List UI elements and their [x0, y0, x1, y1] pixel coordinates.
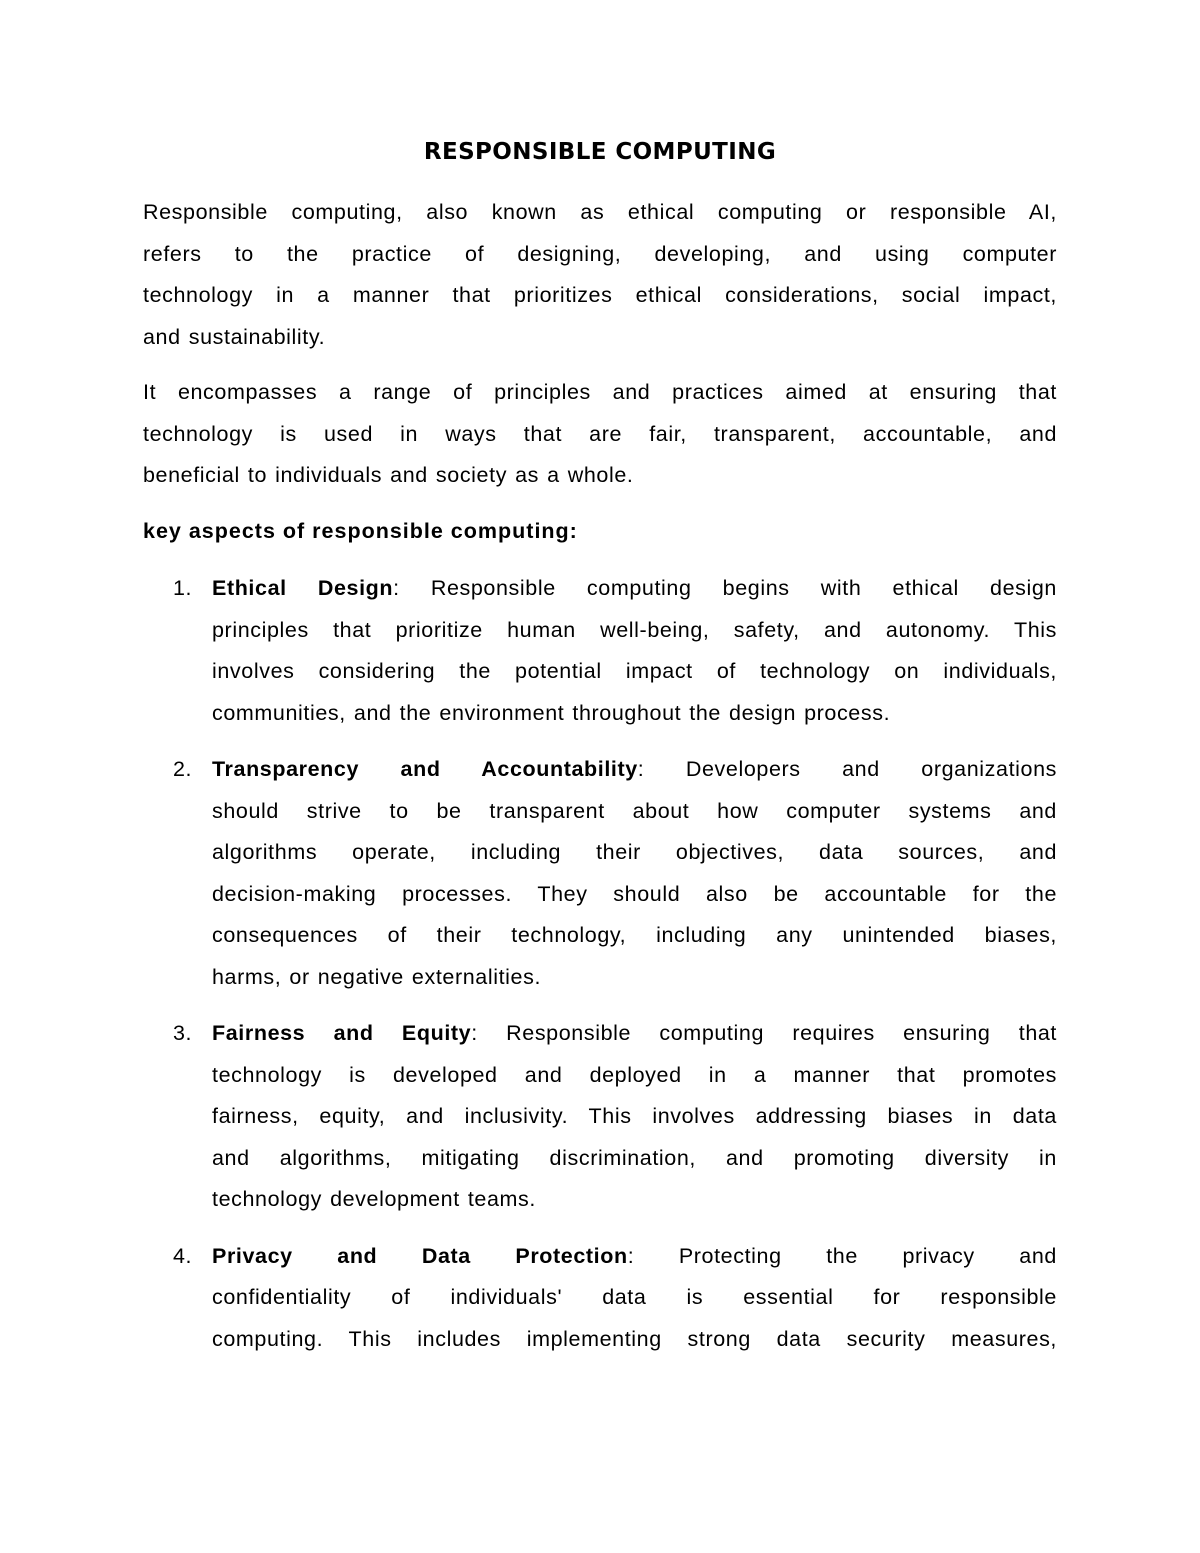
- text-line: It encompasses a range of principles and practices aimed at ensuring that: [143, 380, 1057, 404]
- list-item-text: : Protecting the privacy and: [627, 1243, 1057, 1268]
- text-line: refers to the practice of designing, developing, and using computer: [143, 241, 1057, 266]
- list-item-label: Transparency and Accountability: [212, 757, 638, 781]
- document-body: [143, 192, 1057, 1375]
- text-line: [212, 568, 1057, 610]
- page-title: RESPONSIBLE COMPUTING: [423, 139, 777, 165]
- list-item-label: Privacy and Data Protection: [212, 1243, 628, 1268]
- list-item-label: Fairness and Equity: [212, 1021, 472, 1045]
- text-line: involves considering the potential impact of technology on individuals,: [212, 659, 1057, 683]
- list-item: [143, 1236, 1057, 1361]
- text-line: confidentiality of individuals' data is essential for responsible: [212, 1285, 1057, 1309]
- list-item: [143, 749, 1057, 998]
- text-line: technology development teams.: [212, 1187, 536, 1211]
- text-line: algorithms operate, including their objectives, data sources, and: [212, 840, 1057, 864]
- text-line: technology is used in ways that are fair, transparent, accountable, and: [143, 421, 1057, 446]
- list-item-body: [212, 568, 1057, 734]
- list-item-text: : Responsible computing requires ensuring that: [471, 1021, 1058, 1045]
- text-line: beneficial to individuals and society as a whole.: [143, 463, 634, 487]
- text-line: principles that prioritize human well-being, safety, and autonomy. This: [212, 617, 1057, 642]
- text-line: Responsible computing, also known as ethical computing or responsible AI,: [143, 200, 1057, 224]
- text-line: fairness, equity, and inclusivity. This involves addressing biases in data: [212, 1104, 1057, 1128]
- paragraph: [143, 372, 1057, 497]
- text-line: decision-making processes. They should also be accountable for the: [212, 881, 1057, 906]
- list-item-label: Ethical Design: [212, 576, 394, 600]
- text-line: [212, 1013, 1057, 1055]
- list-item-number: 4.: [173, 1243, 193, 1268]
- section-heading: key aspects of responsible computing:: [143, 518, 578, 543]
- text-line: [212, 1236, 1057, 1278]
- text-line: technology is developed and deployed in a manner that promotes: [212, 1062, 1057, 1087]
- list-item-number: 1.: [173, 576, 193, 600]
- list-item-text: : Developers and organizations: [637, 757, 1057, 781]
- list-item: [143, 1013, 1057, 1221]
- text-line: consequences of their technology, including any unintended biases,: [212, 923, 1057, 947]
- numbered-list: [143, 568, 1057, 1360]
- intro-paragraphs: [143, 192, 1057, 497]
- list-item-number: 3.: [173, 1021, 193, 1045]
- text-line: and sustainability.: [143, 324, 326, 349]
- text-line: technology in a manner that prioritizes ethical considerations, social impact,: [143, 283, 1057, 307]
- text-line: and algorithms, mitigating discrimination, and promoting diversity in: [212, 1145, 1057, 1170]
- text-line: should strive to be transparent about how computer systems and: [212, 798, 1057, 823]
- list-item-body: [212, 1236, 1057, 1361]
- text-line: communities, and the environment throughout the design process.: [212, 700, 891, 725]
- list-item-body: [212, 749, 1057, 998]
- text-line: harms, or negative externalities.: [212, 964, 542, 989]
- list-item-body: [212, 1013, 1057, 1221]
- list-item-number: 2.: [173, 757, 193, 781]
- text-line: computing. This includes implementing strong data security measures,: [212, 1326, 1057, 1351]
- list-item: [143, 568, 1057, 734]
- paragraph: [143, 192, 1057, 358]
- text-line: [212, 749, 1057, 791]
- list-item-text: : Responsible computing begins with ethical design: [393, 576, 1057, 600]
